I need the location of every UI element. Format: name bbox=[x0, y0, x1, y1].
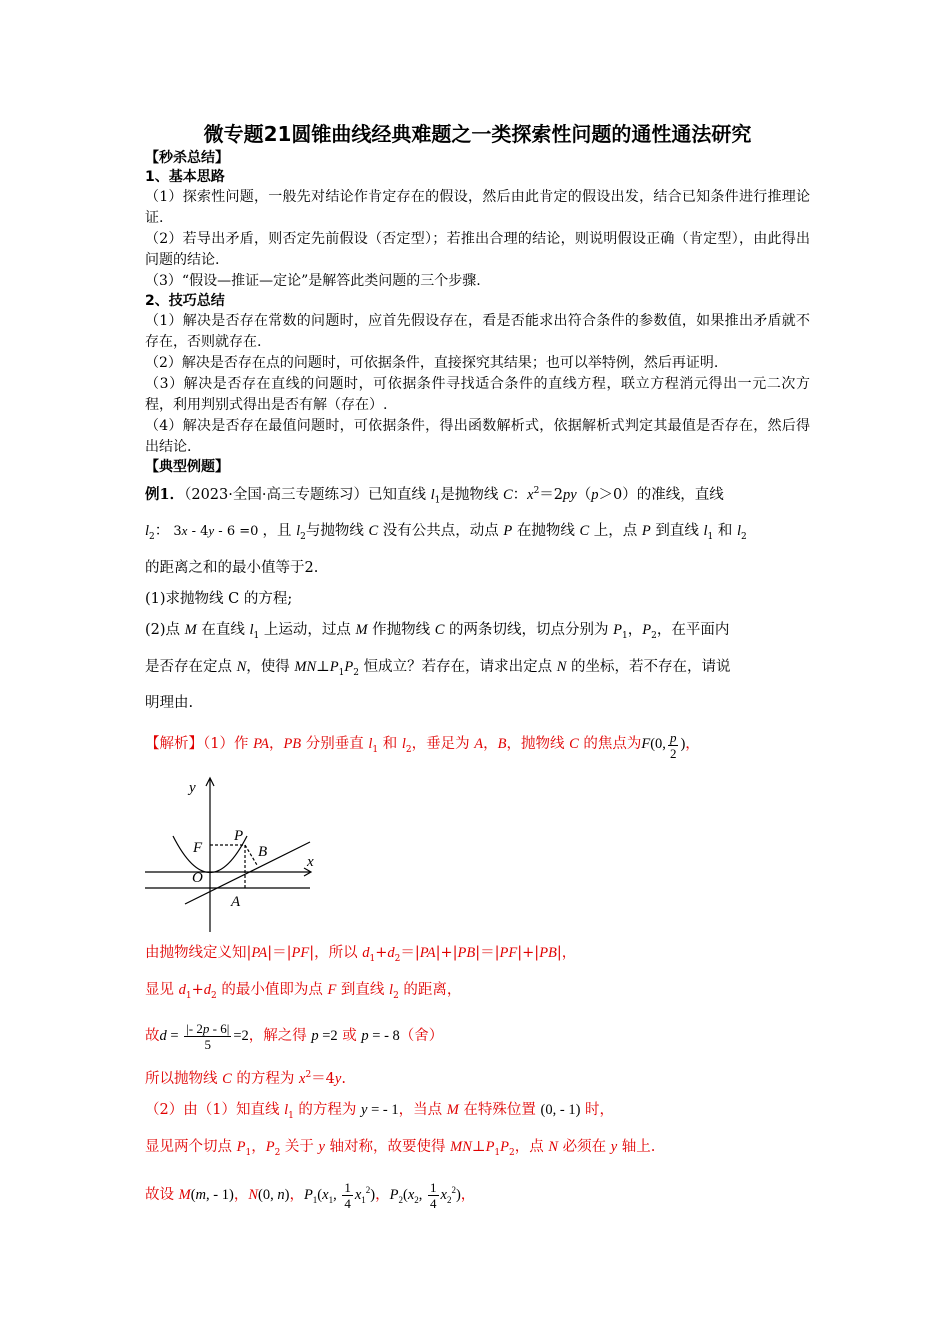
label-f: F bbox=[193, 840, 203, 857]
s1-paragraph-3: （3）“假设—推证—定论”是解答此类问题的三个步骤. bbox=[145, 273, 481, 289]
parabola-figure bbox=[145, 774, 325, 934]
summary-header: 【秒杀总结】 bbox=[145, 150, 229, 166]
s1-paragraph-2: （2）若导出矛盾，则否定先前假设（否定型）；若推出合理的结论，则说明假设正确（肯定型），由此得出问题的结论. bbox=[145, 231, 810, 268]
label-x: x bbox=[307, 854, 314, 871]
label-b: B bbox=[258, 844, 268, 861]
example-1-source: （2023·全国·高三专题练习）已知直线 bbox=[184, 486, 426, 503]
solution-line-5: 所以抛物线 C 的方程为 $x^2=4y$. bbox=[145, 1070, 346, 1087]
s2-paragraph-3: （3）解决是否存在直线的问题时，可依据条件寻找适合条件的直线方程，联立方程消元得出一元二次方程，利用判别式得出是否有解（存在）. bbox=[145, 376, 810, 413]
page-title: 微专题21圆锥曲线经典难题之一类探索性问题的通性通法研究 bbox=[203, 122, 752, 146]
section-2-title: 2、技巧总结 bbox=[145, 293, 225, 309]
label-o: O bbox=[192, 870, 203, 887]
example-1-label: 例1． bbox=[145, 485, 185, 503]
document-page bbox=[145, 118, 810, 1220]
s1-paragraph-1: （1）探索性问题，一般先对结论作肯定存在的假设，然后由此肯定的假设出发，结合已知条件进行推理论证. bbox=[145, 189, 810, 226]
solution-line-3: 显见 $d_1+d_2$ 的最小值即为点 F 到直线 $l_2$ 的距离， bbox=[145, 982, 462, 1002]
example-1: 例1．（2023·全国·高三专题练习）已知直线 $l_1$是抛物线 C：$x^2=2py(p>0)$的准线，直线 $l_2$： 3x - 4y - 6 =0 ，且 $l_2$与抛物线 C 没有公共点，动点 P 在抛物线 C 上，点 P 到直线 $l_1$ 和 $l_2$ 的距离之和的最小值等于2. (1)求抛物线 C 的方程; (2)点 M 在直线 $l_1$ 上运动，过点 M 作抛物线 C 的两条切线，切点分别为 $P_1$，$P_2$，在平面内 是否存在定点 N，使得 $MN\perp P_1P_2$ 恒成立？若存在，请求出定点 N 的坐标，若不存在，请说 明理由. bbox=[145, 477, 810, 719]
solution-line-6: （2）由（1）知直线 $l_1$ 的方程为 y = - 1，当点 M 在特殊位置 (0, - 1) 时， bbox=[145, 1101, 615, 1121]
examples-header: 【典型例题】 bbox=[145, 459, 229, 475]
label-y: y bbox=[189, 780, 196, 797]
solution-line-2: 由抛物线定义知|PA|＝|PF|，所以 $d_1+d_2=|PA|+|PB|=|PF|+|PB|$， bbox=[145, 945, 577, 965]
solution-line-1: 【解析】（1）作 PA，PB 分别垂直 $l_1$ 和 $l_2$，垂足为 A，B，抛物线 C 的焦点为F(0, $\frac{p}{2}$ )， bbox=[145, 729, 700, 761]
solution-line-4: 故d = $\frac{|- 2p - 6|}{5}$ =2，解之得 p =2 或 p = - 8（舍） bbox=[145, 1021, 444, 1053]
s2-paragraph-1: （1）解决是否存在常数的问题时，应首先假设存在，看是否能求出符合条件的参数值，如果推出矛盾就不存在，否则就存在. bbox=[145, 313, 810, 350]
example-1-q1: (1)求抛物线 C 的方程; bbox=[145, 590, 293, 607]
example-1-distance: 的距离之和的最小值等于2. bbox=[145, 559, 319, 576]
solution-label: 【解析】 bbox=[145, 736, 203, 753]
solution-line-7: 显见两个切点 $P_1$，$P_2$ 关于 y 轴对称，故要使得 $MN\perp P_1P_2$，点 N 必须在 y 轴上. bbox=[145, 1138, 656, 1158]
s2-paragraph-2: （2）解决是否存在点的问题时，可依据条件，直接探究其结果；也可以举特例，然后再证明. bbox=[145, 355, 719, 371]
section-1-title: 1、基本思路 bbox=[145, 169, 225, 185]
segment-pb bbox=[245, 845, 257, 865]
line-l2 bbox=[185, 842, 310, 904]
solution-line-8: 故设 M(m, - 1)，N(0, n)，$P_1(x_1$, $\frac{1}{4}$ $x_1^2$)，$P_2(x_2$, $\frac{1}{4}$ $x_2^2$)， bbox=[145, 1179, 476, 1211]
label-a: A bbox=[231, 894, 241, 911]
s2-paragraph-4: （4）解决是否存在最值问题时，可依据条件，得出函数解析式，依据解析式判定其最值是否存在，然后得出结论. bbox=[145, 418, 810, 455]
label-p: P bbox=[234, 828, 244, 845]
